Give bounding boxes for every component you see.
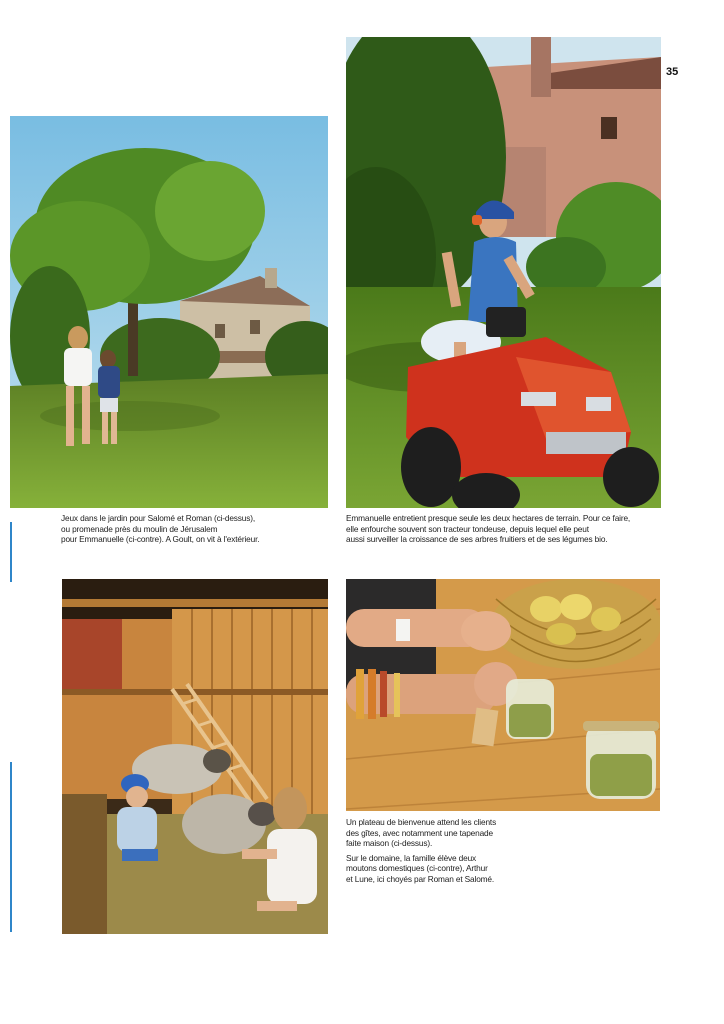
margin-rule-bottom <box>10 762 12 932</box>
caption-tapenade-sheep <box>346 817 536 885</box>
caption-line: Un plateau de bienvenue attend les clients <box>346 817 497 827</box>
caption-line: elle enfourche souvent son tracteur tondeuse, depuis lequel elle peut <box>346 523 589 534</box>
caption-garden <box>61 513 331 545</box>
photo-garden-children <box>10 116 328 508</box>
caption-line: ou promenade près du moulin de Jérusalem <box>61 523 218 534</box>
caption-line: pour Emmanuelle (ci-contre). A Goult, on vit à l'extérieur. <box>61 534 260 545</box>
page-number: 35 <box>666 66 679 78</box>
caption-paragraph-welcome <box>346 817 536 849</box>
caption-line: Sur le domaine, la famille élève deux <box>346 852 477 863</box>
photo-sheep-shed <box>62 579 328 934</box>
caption-paragraph-sheep <box>346 853 536 885</box>
caption-line: aussi surveiller la croissance de ses arbres fruitiers et de ses légumes bio. <box>346 534 608 545</box>
caption-line: moutons domestiques (ci-contre), Arthur <box>346 863 488 874</box>
caption-line: Emmanuelle entretient presque seule les deux hectares de terrain. Pour ce faire, <box>346 513 631 523</box>
caption-line: et Lune, ici choyés par Roman et Salomé. <box>346 873 495 884</box>
caption-line: des gîtes, avec notamment une tapenade <box>346 827 493 838</box>
caption-mower <box>346 513 676 545</box>
caption-line: faite maison (ci-dessus). <box>346 838 433 849</box>
photo-woman-mower <box>346 37 661 508</box>
photo-tapenade-jars <box>346 579 660 811</box>
margin-rule-top <box>10 522 12 582</box>
caption-line: Jeux dans le jardin pour Salomé et Roman (ci-dessus), <box>61 513 256 523</box>
